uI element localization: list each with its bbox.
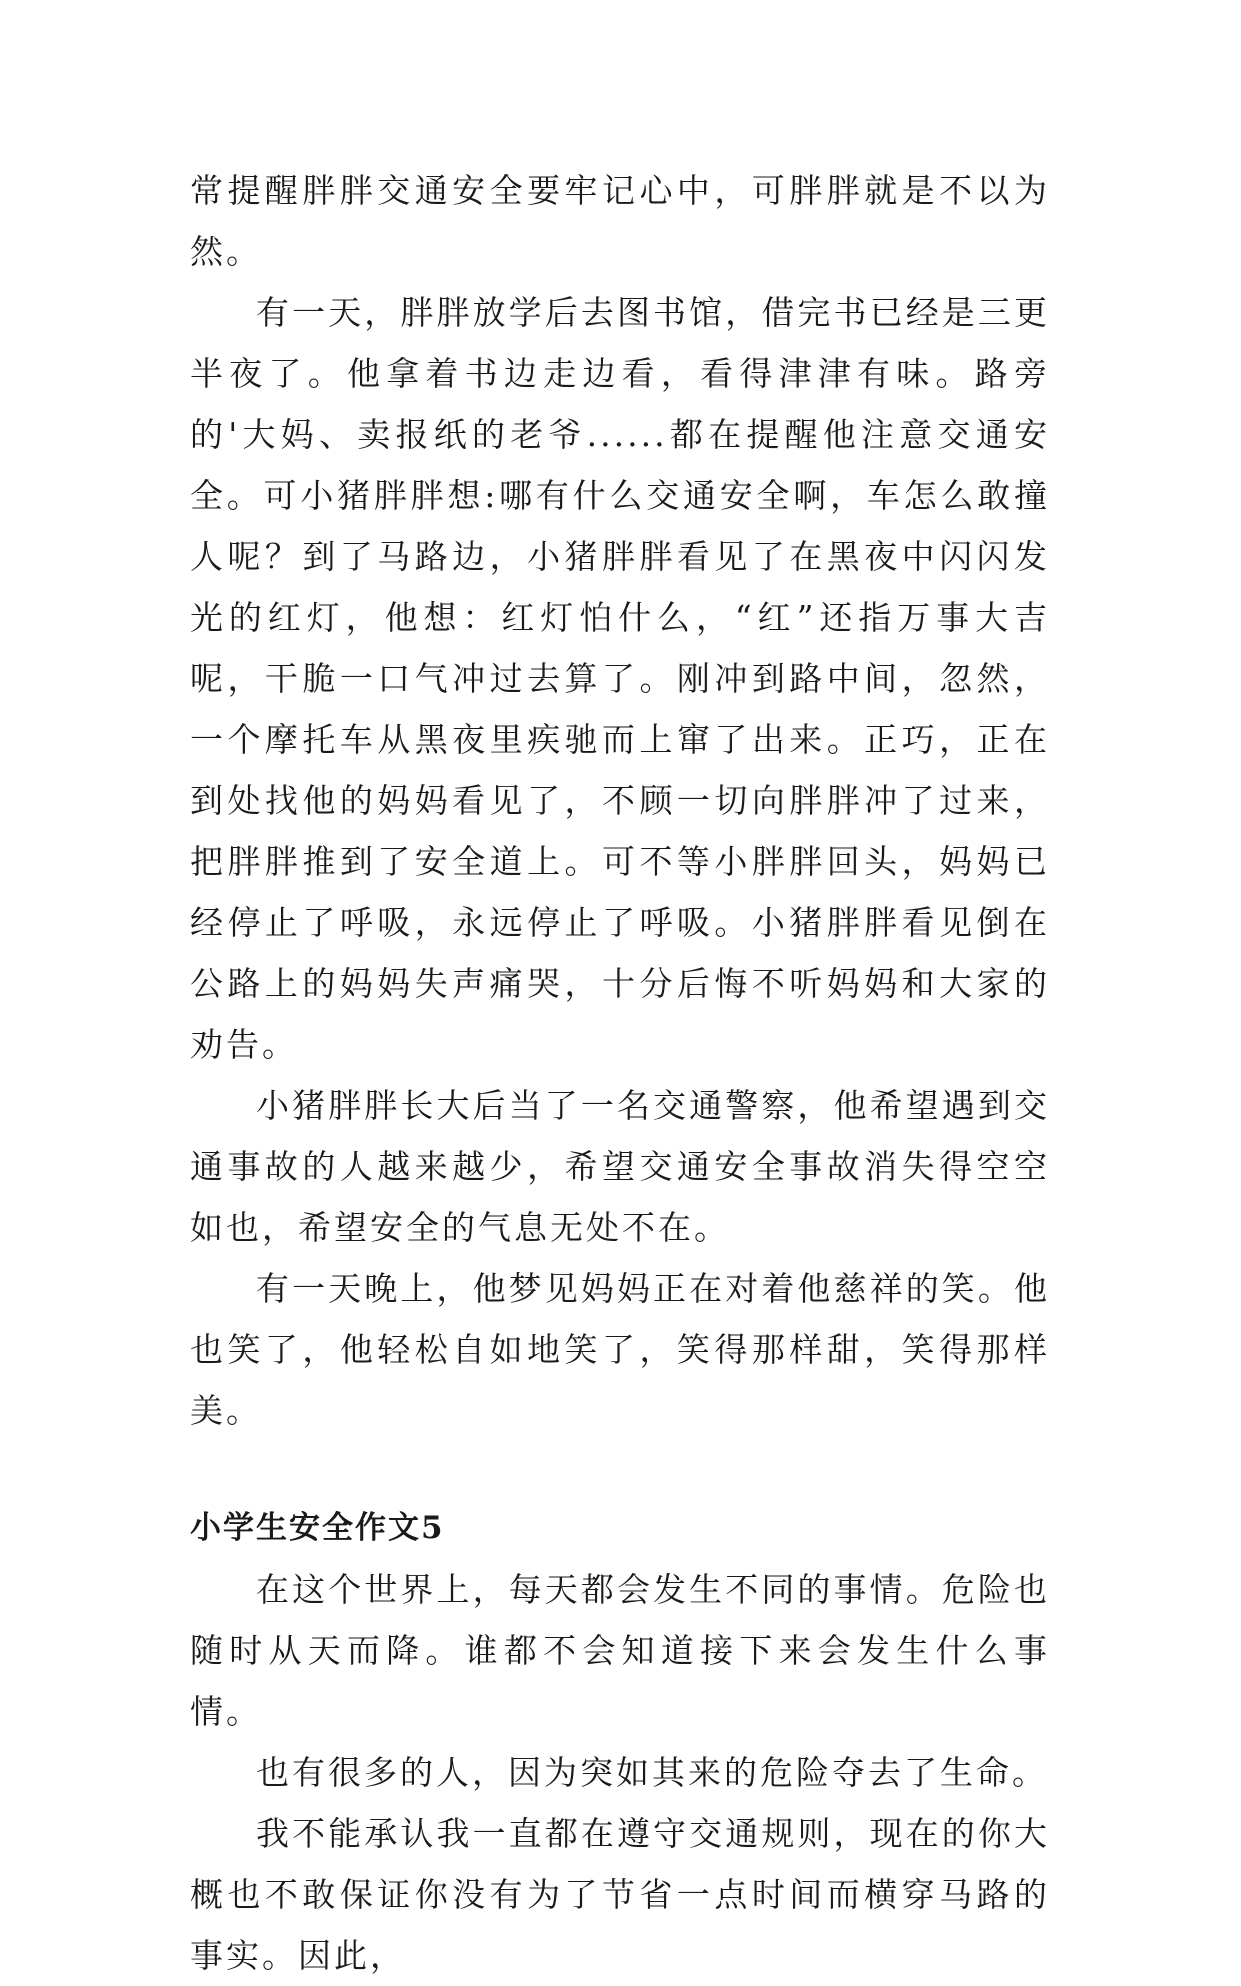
paragraph-grown-up: 小猪胖胖长大后当了一名交通警察，他希望遇到交通事故的人越来越少，希望交通安全事故消失得空空如也，希望安全的气息无处不在。 (190, 1086, 1050, 1247)
section-title: 小学生安全作文5 (190, 1510, 445, 1546)
paragraph-world: 在这个世界上，每天都会发生不同的事情。危险也随时从天而降。谁都不会知道接下来会发生什么事情。 (190, 1570, 1050, 1731)
paragraph-rules: 我不能承认我一直都在遵守交通规则，现在的你大概也不敢保证你没有为了节省一点时间而横穿马路的事实。因此， (190, 1814, 1050, 1975)
paragraph-danger: 也有很多的人，因为突如其来的危险夺去了生命。 (256, 1753, 1048, 1792)
paragraph-dream: 有一天晚上，他梦见妈妈正在对着他慈祥的笑。他也笑了，他轻松自如地笑了，笑得那样甜，笑得那样美。 (190, 1269, 1050, 1430)
paragraph-continuation: 常提醒胖胖交通安全要牢记心中，可胖胖就是不以为然。 (190, 171, 1050, 271)
document-body (190, 160, 1050, 1986)
paragraph-story: 有一天，胖胖放学后去图书馆，借完书已经是三更半夜了。他拿着书边走边看，看得津津有味。路旁的'大妈、卖报纸的老爷......都在提醒他注意交通安全。可小猪胖胖想:哪有什么交通安全啊，车怎么敢撞人呢？到了马路边，小猪胖胖看见了在黑夜中闪闪发光的红灯，他想：红灯怕什么，“红”还指万事大吉呢，干脆一口气冲过去算了。刚冲到路中间，忽然，一个摩托车从黑夜里疾驰而上窜了出来。正巧，正在到处找他的妈妈看见了，不顾一切向胖胖冲了过来，把胖胖推到了安全道上。可不等小胖胖回头，妈妈已经停止了呼吸，永远停止了呼吸。小猪胖胖看见倒在公路上的妈妈失声痛哭，十分后悔不听妈妈和大家的劝告。 (190, 293, 1050, 1064)
